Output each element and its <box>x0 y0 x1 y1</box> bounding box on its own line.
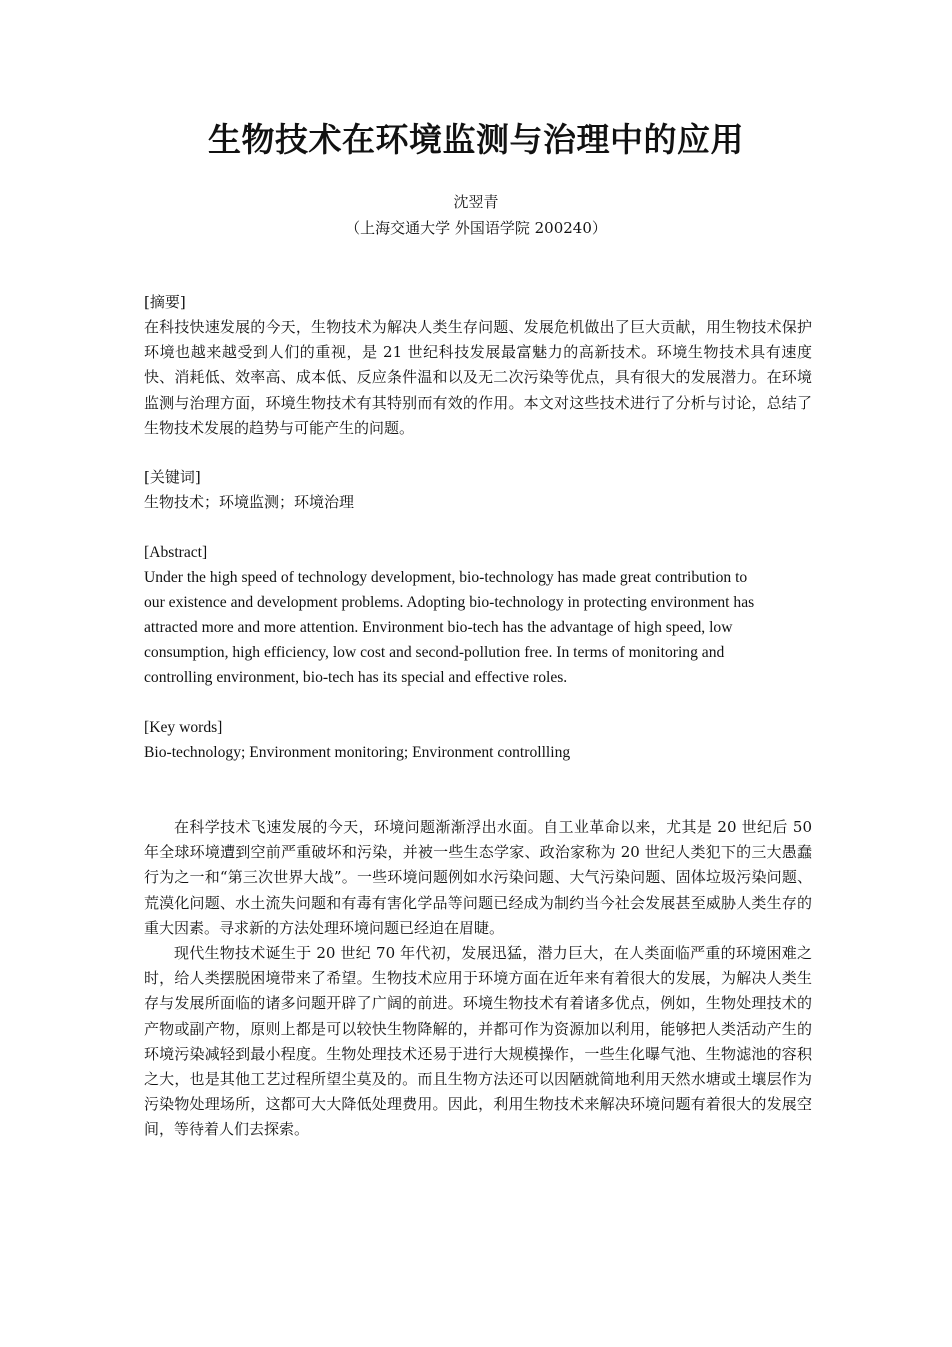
abstract-en-line: consumption, high efficiency, low cost and second-pollution free. In terms of monitoring and <box>144 644 725 661</box>
keywords-cn-section <box>144 465 812 515</box>
keywords-en-text: Bio-technology; Environment monitoring; Environment controllling <box>144 744 571 761</box>
author-affiliation: （上海交通大学 外国语学院 200240） <box>345 219 607 237</box>
keywords-cn-text: 生物技术；环境监测；环境治理 <box>144 493 355 511</box>
abstract-cn-label: [摘要] <box>144 293 186 311</box>
abstract-cn-section <box>144 290 812 441</box>
body-paragraph: 现代生物技术诞生于 20 世纪 70 年代初，发展迅猛，潜力巨大，在人类面临严重的环境困难之时，给人类摆脱困境带来了希望。生物技术应用于环境方面在近年来有着很大的发展，为解决人类生存与发展所面临的诸多问题开辟了广阔的前进。环境生物技术有着诸多优点，例如，生物处理技术的产物或副产物，原则上都是可以较快生物降解的，并都可作为资源加以利用，能够把人类活动产生的环境污染减轻到最小程度。生物处理技术还易于进行大规模操作，一些生化曝气池、生物滤池的容积之大，也是其他工艺过程所望尘莫及的。而且生物方法还可以因陋就简地利用天然水塘或土壤层作为污染物处理场所，这都可大大降低处理费用。因此，利用生物技术来解决环境问题有着很大的发展空间，等待着人们去探索。 <box>144 944 812 1139</box>
abstract-en-label: [Abstract] <box>144 544 208 561</box>
abstract-en-line: our existence and development problems. Adopting bio-technology in protecting environment has <box>144 594 755 611</box>
abstract-en-line: controlling environment, bio-tech has its special and effective roles. <box>144 669 568 686</box>
keywords-en-label: [Key words] <box>144 719 223 736</box>
abstract-en-line: Under the high speed of technology development, bio-technology has made great contribution to <box>144 569 748 586</box>
body-text <box>144 815 812 1143</box>
abstract-en-line: attracted more and more attention. Environment bio-tech has the advantage of high speed, low <box>144 619 733 636</box>
keywords-en-section <box>144 715 812 765</box>
body-paragraph: 在科学技术飞速发展的今天，环境问题渐渐浮出水面。自工业革命以来，尤其是 20 世纪后 50 年全球环境遭到空前严重破坏和污染，并被一些生态学家、政治家称为 20 世纪人类犯下的三大愚蠢行为之一和“第三次世界大战”。一些环境问题例如水污染问题、大气污染问题、固体垃圾污染问题、荒漠化问题、水土流失问题和有毒有害化学品等问题已经成为制约当今社会发展甚至威胁人类生存的重大因素。寻求新的方法处理环境问题已经迫在眉睫。 <box>144 818 812 937</box>
keywords-cn-label: [关键词] <box>144 468 201 486</box>
paper-title: 生物技术在环境监测与治理中的应用 <box>208 120 744 159</box>
author-name: 沈翌青 <box>453 193 499 211</box>
abstract-cn-text: 在科技快速发展的今天，生物技术为解决人类生存问题、发展危机做出了巨大贡献，用生物技术保护环境也越来越受到人们的重视，是 21 世纪科技发展最富魅力的高新技术。环境生物技术具有速度快、消耗低、效率高、成本低、反应条件温和以及无二次污染等优点，具有很大的发展潜力。在环境监测与治理方面，环境生物技术有其特别而有效的作用。本文对这些技术进行了分析与讨论，总结了生物技术发展的趋势与可能产生的问题。 <box>144 318 812 437</box>
abstract-en-section <box>144 540 812 690</box>
